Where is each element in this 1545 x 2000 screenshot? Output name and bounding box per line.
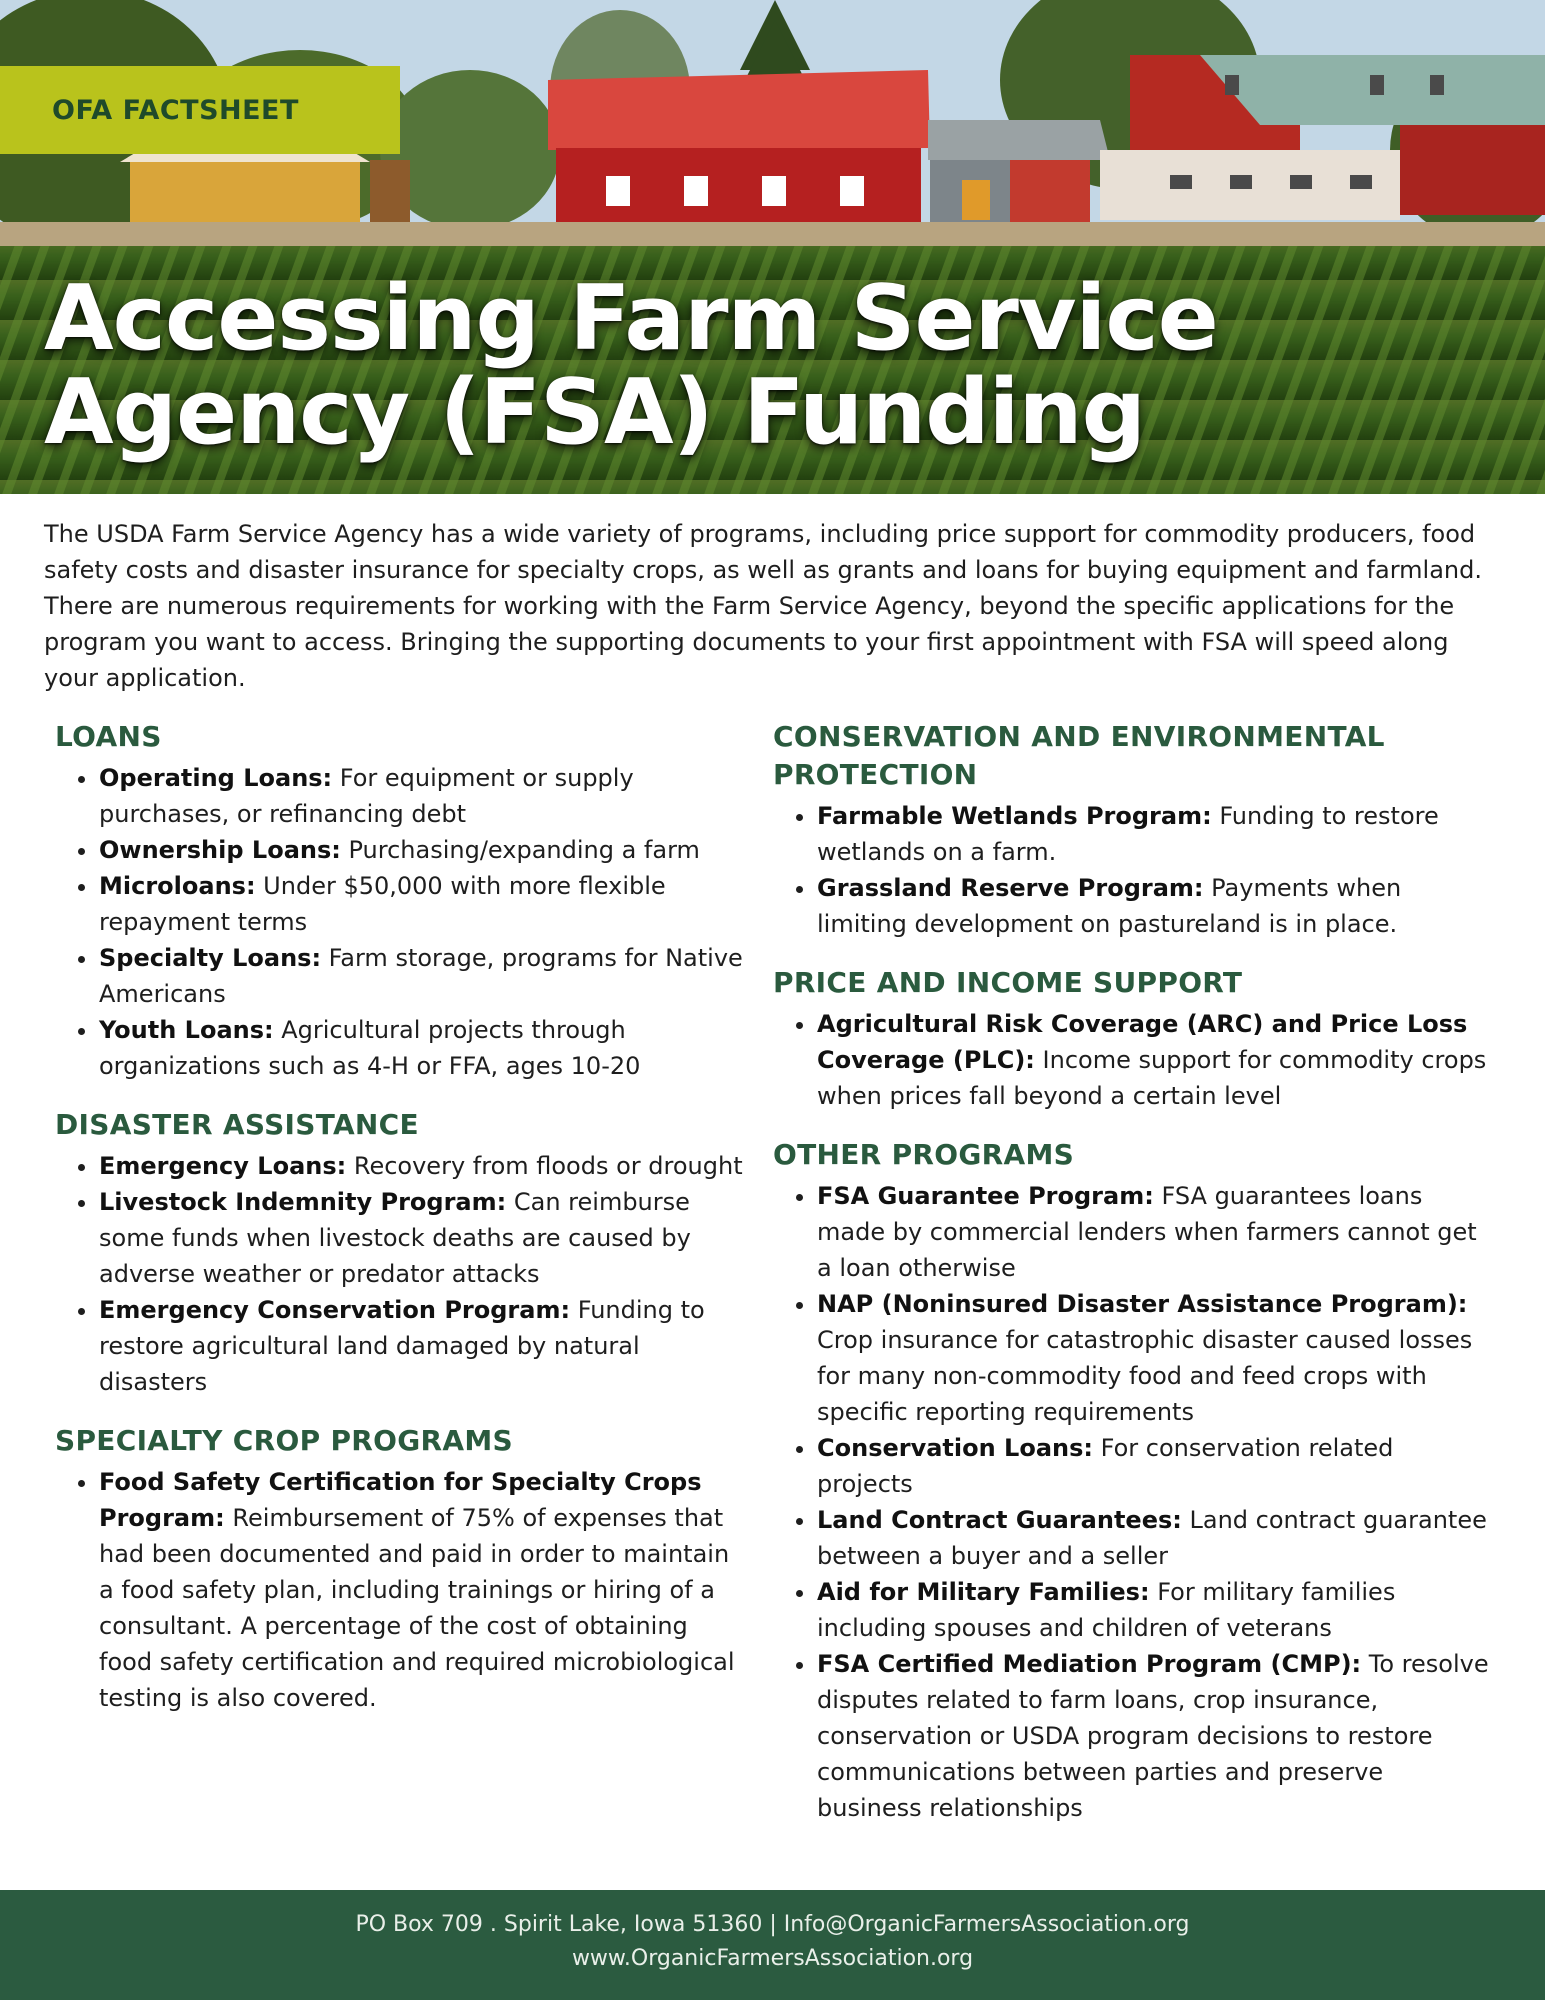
item-term: Farmable Wetlands Program:: [817, 802, 1212, 830]
list-item: [99, 868, 745, 940]
list-item: [817, 1646, 1493, 1826]
item-term: Agricultural Risk Coverage (ARC) and Price Loss Coverage (PLC):: [817, 1010, 1468, 1074]
title-line-1: Accessing Farm Service: [44, 266, 1218, 371]
item-term: Ownership Loans:: [99, 836, 341, 864]
item-description: Recovery from floods or drought: [346, 1152, 743, 1180]
item-description: For conservation related projects: [817, 1434, 1394, 1498]
title-line-2: Agency (FSA) Funding: [44, 360, 1146, 465]
footer-contact: PO Box 709 . Spirit Lake, Iowa 51360 | Info@OrganicFarmersAssociation.org: [355, 1912, 1190, 1937]
bullet-list: [55, 760, 745, 1084]
list-item: [817, 1178, 1493, 1286]
section-other-programs: [773, 1136, 1493, 1826]
section-conservation: [773, 718, 1493, 942]
section-disaster-assistance: [55, 1106, 745, 1400]
item-term: Livestock Indemnity Program:: [99, 1188, 507, 1216]
list-item: [817, 1574, 1493, 1646]
item-description: Income support for commodity crops when prices fall beyond a certain level: [817, 1046, 1487, 1110]
list-item: [817, 1502, 1493, 1574]
item-description: Reimbursement of 75% of expenses that had been documented and paid in order to maintain a food safety plan, including trainings or hiring of a consultant. A percentage of the cost of obtaining food safety certification and required microbiological testing is also covered.: [99, 1504, 735, 1712]
section-heading: LOANS: [55, 720, 162, 753]
section-heading: OTHER PROGRAMS: [773, 1138, 1075, 1171]
bullet-list: [773, 1006, 1493, 1114]
item-description: Purchasing/expanding a farm: [340, 836, 700, 864]
section-price-income-support: [773, 964, 1493, 1114]
item-description: Crop insurance for catastrophic disaster caused losses for many non-commodity food and feed crops with specific reporting requirements: [817, 1326, 1473, 1426]
badge-label: OFA FACTSHEET: [52, 94, 299, 126]
section-heading: CONSERVATION AND ENVIRONMENTAL PROTECTION: [773, 720, 1385, 791]
item-description: For military families including spouses and children of veterans: [817, 1578, 1396, 1642]
item-term: Food Safety Certification for Specialty Crops Program:: [99, 1468, 702, 1532]
list-item: [99, 760, 745, 832]
footer: [0, 1890, 1545, 2000]
item-description: Under $50,000 with more flexible repayment terms: [99, 872, 666, 936]
right-column: [773, 718, 1493, 1848]
item-term: Microloans:: [99, 872, 256, 900]
item-description: Can reimburse some funds when livestock deaths are caused by adverse weather or predator attacks: [99, 1188, 691, 1288]
left-column: [55, 718, 745, 1738]
list-item: [99, 940, 745, 1012]
bullet-list: [773, 798, 1493, 942]
list-item: [817, 1006, 1493, 1114]
section-specialty-crop-programs: [55, 1422, 745, 1716]
item-term: Aid for Military Families:: [817, 1578, 1150, 1606]
section-heading: PRICE AND INCOME SUPPORT: [773, 966, 1243, 999]
list-item: [99, 1292, 745, 1400]
item-term: FSA Guarantee Program:: [817, 1182, 1154, 1210]
item-description: Payments when limiting development on pastureland is in place.: [817, 874, 1402, 938]
item-term: Grassland Reserve Program:: [817, 874, 1204, 902]
item-term: Youth Loans:: [99, 1016, 274, 1044]
item-description: FSA guarantees loans made by commercial lenders when farmers cannot get a loan otherwise: [817, 1182, 1477, 1282]
bullet-list: [55, 1464, 745, 1716]
factsheet-badge: [0, 66, 400, 154]
list-item: [99, 1184, 745, 1292]
list-item: [99, 1464, 745, 1716]
item-description: For equipment or supply purchases, or refinancing debt: [99, 764, 634, 828]
item-description: Farm storage, programs for Native Americans: [99, 944, 743, 1008]
item-description: To resolve disputes related to farm loans, crop insurance, conservation or USDA program decisions to restore communications between parties and preserve business relationships: [817, 1650, 1489, 1822]
hero-banner: [0, 0, 1545, 494]
item-description: Funding to restore wetlands on a farm.: [817, 802, 1439, 866]
bullet-list: [773, 1178, 1493, 1826]
list-item: [817, 1286, 1493, 1430]
item-description: Land contract guarantee between a buyer and a seller: [817, 1506, 1487, 1570]
item-term: NAP (Noninsured Disaster Assistance Program):: [817, 1290, 1468, 1318]
item-term: Emergency Loans:: [99, 1152, 347, 1180]
list-item: [99, 1148, 745, 1184]
bullet-list: [55, 1148, 745, 1400]
item-term: Operating Loans:: [99, 764, 333, 792]
list-item: [817, 870, 1493, 942]
item-term: Emergency Conservation Program:: [99, 1296, 571, 1324]
list-item: [99, 832, 745, 868]
section-heading: DISASTER ASSISTANCE: [55, 1108, 419, 1141]
section-loans: [55, 718, 745, 1084]
list-item: [817, 798, 1493, 870]
item-term: Specialty Loans:: [99, 944, 322, 972]
section-heading: SPECIALTY CROP PROGRAMS: [55, 1424, 513, 1457]
item-description: Agricultural projects through organizations such as 4-H or FFA, ages 10-20: [99, 1016, 641, 1080]
item-term: Conservation Loans:: [817, 1434, 1093, 1462]
list-item: [817, 1430, 1493, 1502]
page-title: [44, 266, 1444, 465]
item-term: Land Contract Guarantees:: [817, 1506, 1182, 1534]
item-description: Funding to restore agricultural land damaged by natural disasters: [99, 1296, 705, 1396]
intro-paragraph: The USDA Farm Service Agency has a wide variety of programs, including price support for commodity producers, food safety costs and disaster insurance for specialty crops, as well as grants and loans for buying equipment and farmland. There are numerous requirements for working with the Farm Service Agency, beyond the specific applications for the program you want to access. Bringing the supporting documents to your first appointment with FSA will speed along your application.: [44, 520, 1482, 692]
footer-website: www.OrganicFarmersAssociation.org: [571, 1946, 974, 1971]
item-term: FSA Certified Mediation Program (CMP):: [817, 1650, 1362, 1678]
list-item: [99, 1012, 745, 1084]
